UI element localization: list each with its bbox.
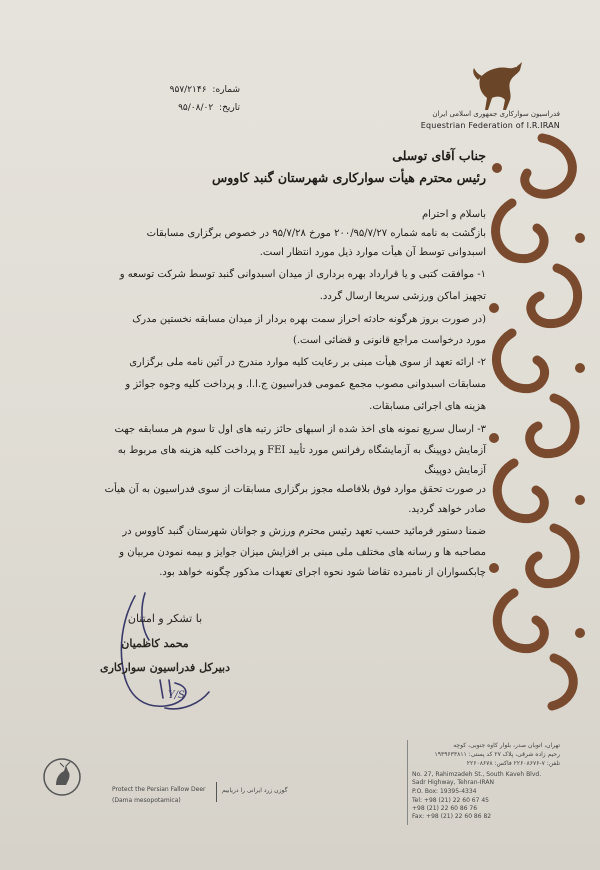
footer-phone-fa: تلفن: ۷-۲۲۶۰۸۶۷۶ فاکس: ۲۲۶۰۸۶۷۸ [466,760,560,767]
deer-campaign-fa: گوزن زرد ایرانی را دریابیم [222,787,288,794]
footer-address-en-1: No. 27, Rahimzadeh St., South Kaveh Blvd. [412,771,542,778]
body-line: ۲- ارائه تعهد از سوی هیأت مبنی بر رعایت کلیه موارد مندرج در آئین نامه ملی برگزاری [129,357,486,368]
recipient-title: رئیس محترم هیأت سوارکاری شهرستان گنبد کاووس [212,170,486,185]
number-label: شماره: [212,85,240,95]
horse-logo-icon [468,58,528,116]
footer-tel-1: Tel: +98 (21) 22 60 67 45 [412,797,489,804]
footer-fax: Fax: +98 (21) 22 60 86 82 [412,813,492,820]
body-line: هزینه های اجرائی مسابقات. [369,401,486,412]
body-line: مصاحبه ها و رسانه های مختلف ملی مبنی بر افزایش میزان جوایز و بیمه نمودن مربیان و [119,547,486,558]
signer-title: دبیرکل فدراسیون سوارکاری [99,661,231,674]
letter-number [85,85,240,95]
body-line: چابکسواران از نامبرده تقاضا شود نحوه اجرای تعهدات مذکور چگونه خواهد بود. [159,567,486,578]
footer-address-fa-1: تهران، اتوبان صدر، بلوار کاوه جنوبی، کوچه [453,742,560,749]
body-line: بازگشت به نامه شماره ۲۰۰/۹۵/۷/۲۷ مورخ ۹۵/۷/۲۸ در خصوص برگزاری مسابقات [146,228,486,239]
recipient-name: جناب آقای توسلی [392,148,486,163]
arabesque-ornament-icon [482,128,594,713]
deer-campaign-en: Protect the Persian Fallow Deer [112,786,206,793]
body-line: مسابقات اسبدوانی مصوب مجمع عمومی فدراسیون ج.ا.ا. و پرداخت کلیه وجوه جوائز و [125,379,486,390]
body-line: تجهیز اماکن ورزشی سریعا ارسال گردد. [319,291,486,302]
letter-date [85,103,240,113]
greeting-line: باسلام و احترام [421,209,486,220]
signer-name: محمد کاظمیان [121,637,189,650]
deer-logo-icon [42,757,82,797]
body-line: در صورت تحقق موارد فوق بلافاصله مجوز برگزاری مسابقات از سوی فدراسیون به آن هیأت [104,484,486,495]
footer-pobox: P.O. Box: 19395-4334 [412,788,477,795]
body-line: ضمنا دستور فرمائید حسب تعهد رئیس محترم ورزش و جوانان شهرستان گنبد کاووس در [122,526,486,537]
signature-initials: Y/S [168,690,185,701]
body-line: آزمایش دوپینگ به آزمایشگاه رفرانس مورد تأیید FEI و پرداخت کلیه هزینه های مربوط به [117,445,486,456]
body-line: آزمایش دوپینگ [424,465,486,476]
body-line: (در صورت بروز هرگونه حادثه احراز سمت بهره بردار از میدان مسابقه نخستین مدرک [132,314,486,325]
date-value: ۹۵/۰۸/۰۲ [178,103,214,113]
body-line: صادر خواهد گردید. [408,504,486,515]
footer-address-en-2: Sadr Highway, Tehran-IRAN [412,779,494,786]
body-line: مورد درخواست مراجع قانونی و قضائی است.) [292,335,486,346]
org-name-persian: فدراسیون سوارکاری جمهوری اسلامی ایران [432,110,560,118]
body-line: ۳- ارسال سریع نمونه های اخذ شده از اسبهای حائز رتبه های اول تا سوم هر مسابقه جهت [114,424,486,435]
footer-address-fa-2: رحیم زاده شرقی، پلاک ۲۷ کد پستی: ۱۹۳۹۶۳۳۸۱۱ [434,751,560,758]
body-line: اسبدوانی توسط آن هیأت موارد ذیل مورد انتظار است. [259,247,486,258]
org-name-english: Equestrian Federation of I.R.IRAN [420,121,560,130]
body-line: ۱- موافقت کتبی و یا قرارداد بهره برداری از میدان اسبدوانی گنبد توسط شرکت توسعه و [119,269,486,280]
deer-separator [216,782,217,802]
footer-tel-2: +98 (21) 22 60 86 76 [412,805,478,812]
date-label: تاریخ: [219,103,240,113]
closing-thanks: با تشکر و امتنان [127,612,203,625]
number-value: ۹۵۷/۲۱۴۶ [169,85,207,95]
footer-divider [407,740,408,825]
deer-campaign-scientific: (Dama mesopotamica) [112,797,181,804]
